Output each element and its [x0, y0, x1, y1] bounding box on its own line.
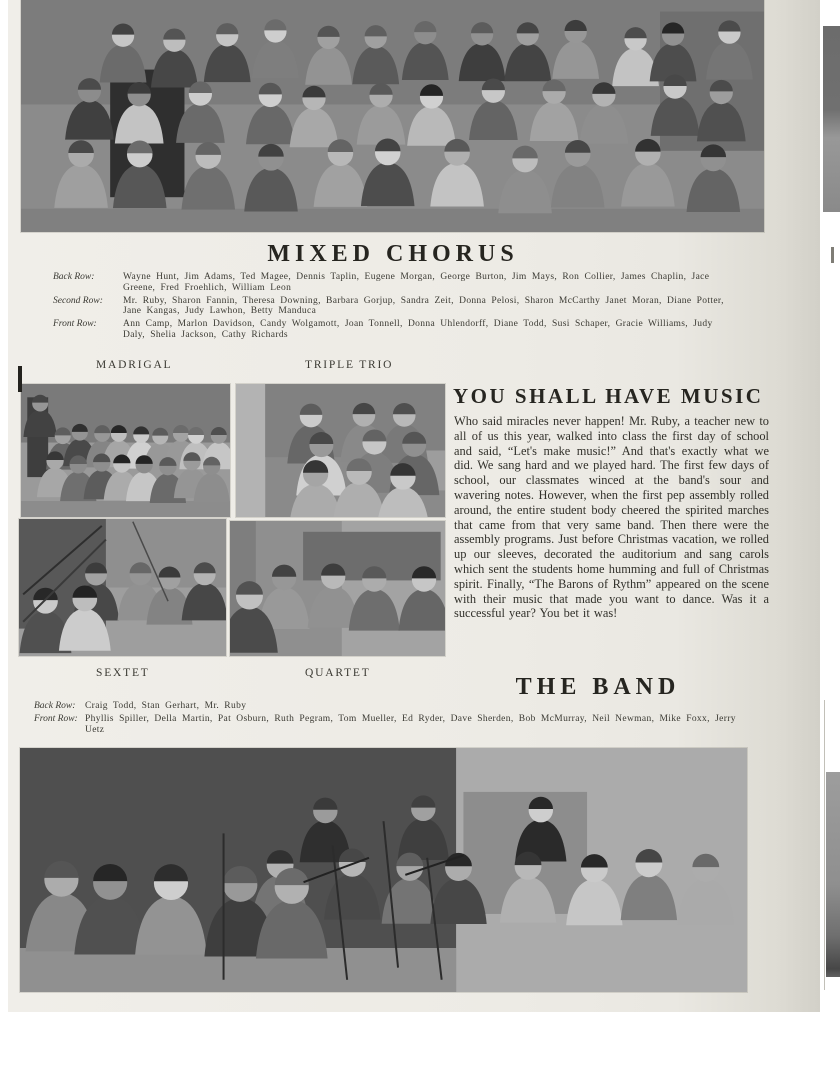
- credit-row-front: [53, 319, 735, 341]
- sextet-label: SEXTET: [96, 667, 150, 679]
- sextet-photo: [19, 519, 226, 656]
- credit-names: Wayne Hunt, Jim Adams, Ted Magee, Dennis Taplin, Eugene Morgan, George Burton, Jim Mays, Ron Collier, James Chaplin, Jace Greene, Fred Froehlich, William Leon: [123, 272, 710, 293]
- credit-label: Back Row:: [53, 272, 95, 282]
- article-title: YOU SHALL HAVE MUSIC: [453, 384, 764, 408]
- yearbook-page: [8, 0, 820, 1012]
- scan-mark: [18, 366, 22, 392]
- mixed-chorus-title: MIXED CHORUS: [267, 241, 519, 267]
- credit-row-second: [53, 296, 735, 318]
- credit-label: Second Row:: [53, 295, 103, 306]
- credit-label: Back Row:: [34, 701, 76, 711]
- band-photo: [20, 748, 747, 992]
- credit-names: Phyllis Spiller, Della Martin, Pat Osburn, Ruth Pegram, Tom Mueller, Ed Ryder, Dave Sherden, Bob McMurray, Neil Newman, Mike Foxx, Jerry Uetz: [85, 713, 736, 735]
- band-title: THE BAND: [515, 674, 681, 700]
- triple-trio-photo: [236, 384, 445, 517]
- article-body: Who said miracles never happen! Mr. Ruby, a teacher new to all of us this year, walked into class the first day of school and said, “Let's make music!” And that's exactly what we did. We sang hard and we played hard. The first few days of school, our classmates winced at the band's sour and wavering notes. However, when the first pep assembly rolled around, the entire student body cheered the spirited marches that came from that very same band. Then there were the assembly programs. Just before Christmas vacation, we rolled up our sleeves, decorated the auditorium and sang carols which sent the students home humming and full of Christmas spirit. Finally, “The Barons of Rythm” appeared on the scene with their music that made you want to dance. Was it a successful year? You bet it was!: [454, 414, 769, 621]
- triple-trio-label: TRIPLE TRIO: [305, 359, 394, 371]
- page-edge-line: [824, 700, 825, 990]
- adjacent-page-fragment-bottom: [826, 772, 840, 977]
- mixed-chorus-photo: [21, 0, 764, 232]
- credit-names: Craig Todd, Stan Gerhart, Mr. Ruby: [85, 701, 247, 711]
- credit-label: Front Row:: [53, 319, 97, 330]
- quartet-label: QUARTET: [305, 667, 371, 679]
- adjacent-page-fragment-top: [823, 26, 840, 212]
- band-credits: [34, 701, 740, 737]
- credit-row-front: [34, 714, 740, 736]
- madrigal-photo: [21, 384, 230, 517]
- quartet-photo: [230, 521, 445, 656]
- credit-row-back: [34, 701, 740, 712]
- credit-row-back: [53, 272, 735, 294]
- madrigal-label: MADRIGAL: [96, 359, 173, 371]
- adjacent-page-fragment-mid: [831, 247, 834, 263]
- credit-names: Mr. Ruby, Sharon Fannin, Theresa Downing, Barbara Gorjup, Sandra Zeit, Donna Pelosi, Sharon McCarthy Janet Moran, Diane Potter, Jane Kangas, Judy Lawhon, Betty Manduca: [123, 295, 724, 317]
- mixed-chorus-credits: [53, 272, 735, 343]
- credit-names: Ann Camp, Marlon Davidson, Candy Wolgamott, Joan Tonnell, Donna Uhlendorff, Diane Todd, Susi Schaper, Gracie Williams, Judy Daly, Shelia Jackson, Cathy Richards: [123, 319, 713, 340]
- credit-label: Front Row:: [34, 713, 78, 724]
